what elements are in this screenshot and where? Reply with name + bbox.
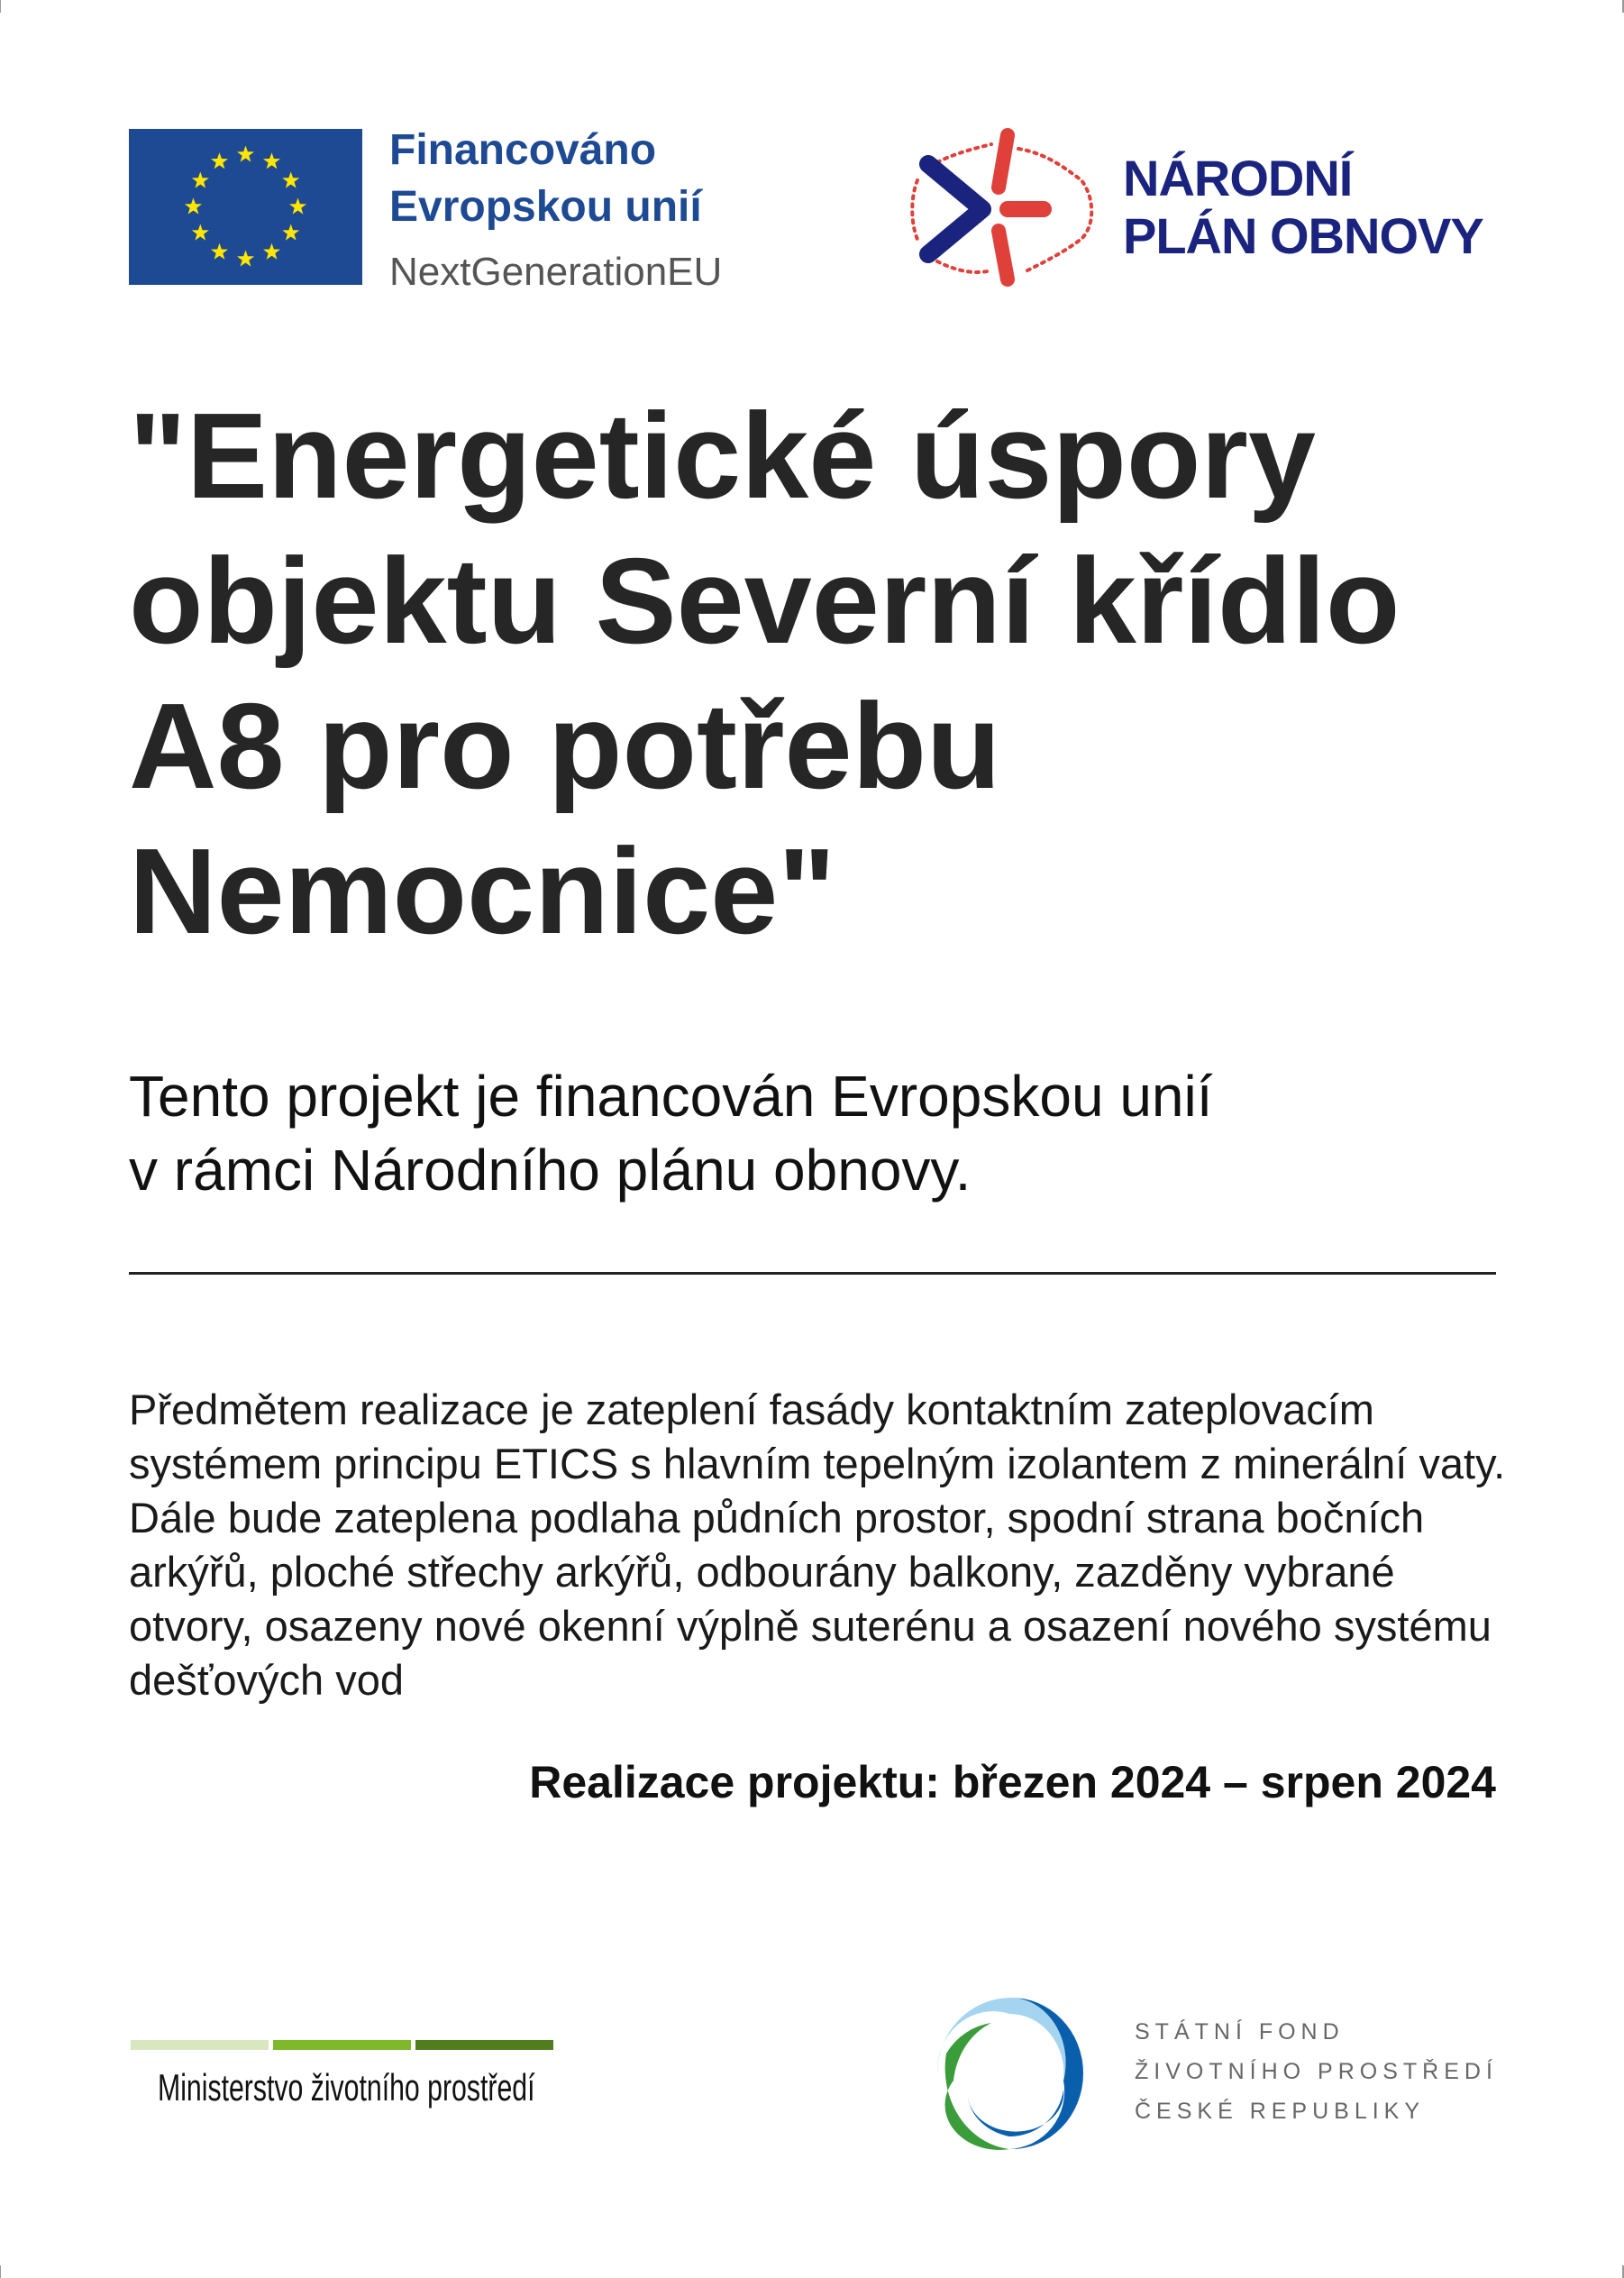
funding-line1: Tento projekt je financován Evropskou unií <box>129 1064 1213 1129</box>
mzp-bar-light <box>131 2040 269 2050</box>
mzp-bar-dark <box>415 2040 553 2050</box>
eu-flag-logo <box>129 129 362 285</box>
funding-line2: v rámci Národního plánu obnovy. <box>129 1138 972 1203</box>
project-title: "Energetické úspory objektu Severní křídlo A8 pro potřebu Nemocnice" <box>129 388 1400 959</box>
npo-text-line2: PLÁN OBNOVY <box>1123 207 1483 264</box>
crop-mark <box>0 0 1 13</box>
project-description: Předmětem realizace je zateplení fasády kontaktním zateplovacím systémem principu ETICS s hlavním tepelným izolantem z minerální vaty. Dále bude zateplena podlaha půdních prostor, spodní strana bočních arkýřů, ploché střechy arkýřů, odbourány balkony, zazděny vybrané otvory, osazeny nové okenní výplně suterénu a osazení nového systému dešťových vod <box>129 1386 1506 1704</box>
npo-logo-icon <box>901 126 1109 288</box>
project-period: Realizace projektu: březen 2024 – srpen 2024 <box>529 1757 1496 1807</box>
npo-text-line1: NÁRODNÍ <box>1123 150 1353 206</box>
eu-text-line3: NextGenerationEU <box>389 250 723 294</box>
crop-mark <box>0 2265 1 2278</box>
eu-text-line1: Financováno <box>389 126 657 174</box>
mzp-bar-mid <box>273 2040 411 2050</box>
sfzp-logo-icon <box>928 1990 1090 2153</box>
sfzp-text-line3: ČESKÉ REPUBLIKY <box>1135 2099 1426 2124</box>
sfzp-text-line2: ŽIVOTNÍHO PROSTŘEDÍ <box>1135 2059 1498 2084</box>
eu-text-line2: Evropskou unií <box>389 183 702 231</box>
mzp-logo-text: Ministerstvo životního prostředí <box>158 2066 535 2109</box>
sfzp-text-line1: STÁTNÍ FOND <box>1135 2019 1345 2045</box>
divider <box>129 1272 1496 1275</box>
funding-statement <box>129 1059 1499 1207</box>
